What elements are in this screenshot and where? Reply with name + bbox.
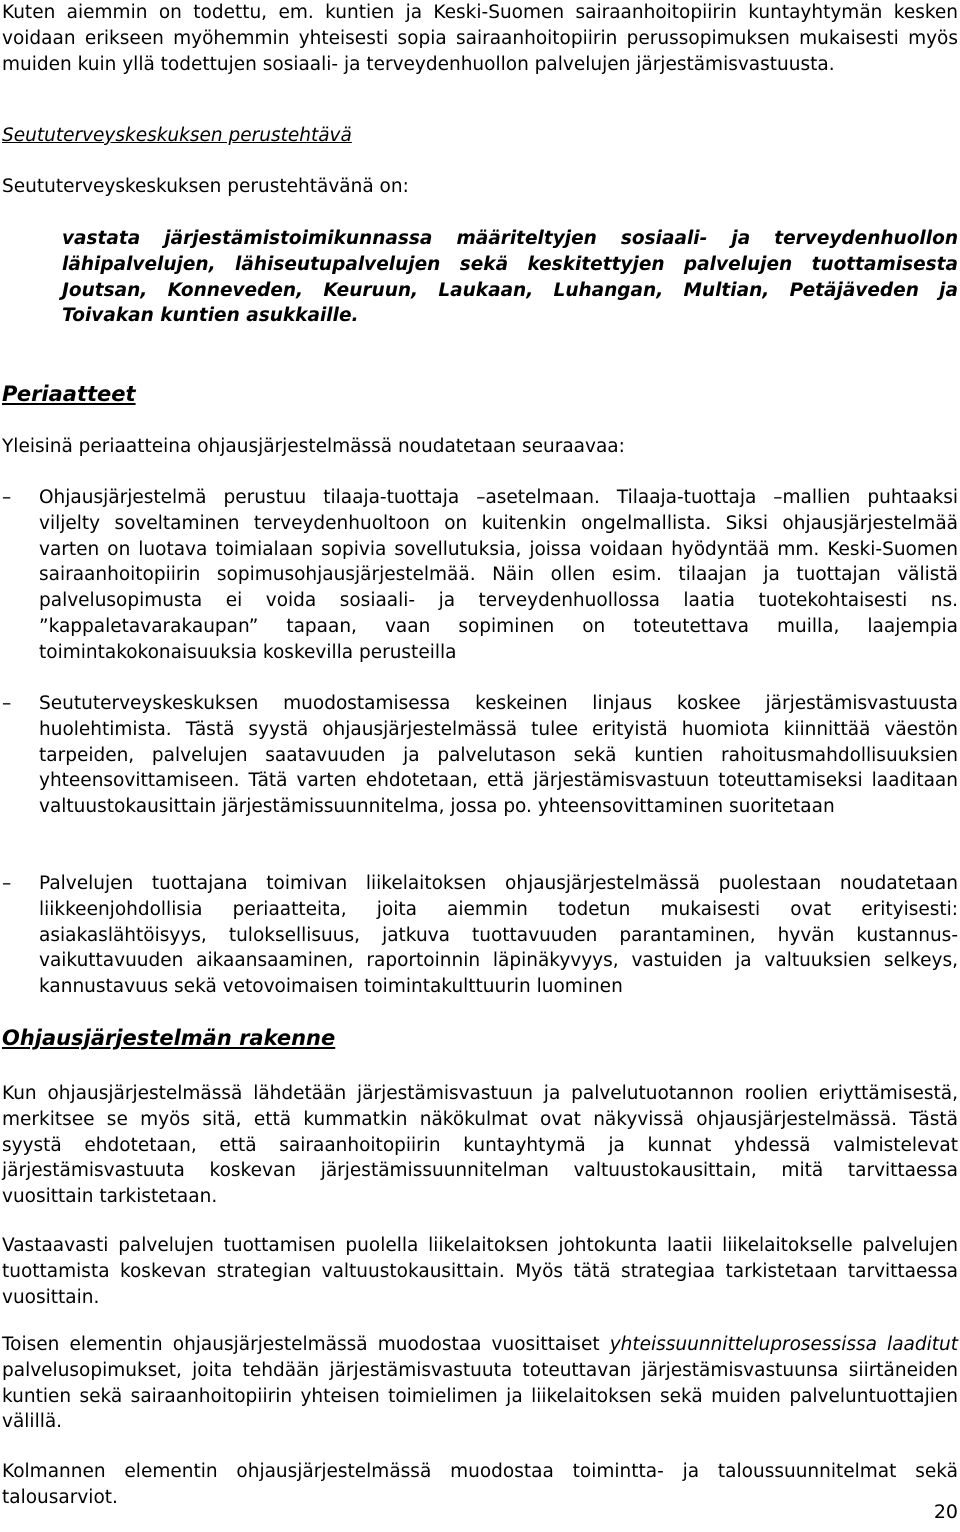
rakenne-paragraph-2: [2, 1233, 958, 1310]
paragraph: Vastaavasti palvelujen tuottamisen puolella liikelaitoksen johtokunta laatii liikelaitokselle palvelujen tuottamista koskevan strategian valtuustokausittain. Myös tätä strategiaa tarkistetaan tarvittaessa vuosittain.: [2, 1235, 958, 1308]
dash-bullet-icon: –: [2, 873, 12, 894]
mission-statement: [62, 226, 958, 329]
perustehtava-intro: [2, 174, 958, 200]
section-heading: Periaatteet: [2, 382, 136, 406]
paragraph: Seututerveyskeskuksen perustehtävänä on:: [2, 176, 409, 197]
periaatteet-intro: [2, 434, 958, 460]
paragraph: [2, 1332, 958, 1435]
bullet-item: [2, 871, 958, 1000]
intro-paragraph: [2, 0, 958, 77]
section-heading: Ohjausjärjestelmän rakenne: [2, 1026, 336, 1050]
paragraph: Kolmannen elementin ohjausjärjestelmässä muodostaa toimintta- ja taloussuunnitelmat sekä talousarviot.: [2, 1461, 958, 1508]
section-heading-perustehtava: [2, 123, 958, 149]
bullet-text: Seututerveyskeskuksen muodostamisessa keskeinen linjaus koskee järjestämisvastuusta huolehtimista. Tästä syystä ohjausjärjestelmässä tulee erityistä huomiota kiinnittää väestön tarpeiden, palvelujen saatavuuden ja palvelutason sekä kuntien rahoitusmahdollisuuksien yhteensovittamiseen. Tätä varten ehdotetaan, että järjestämisvastuun toteuttamiseksi laaditaan valtuustokausittain järjestämissuunnitelma, jossa po. yhteensovittaminen suoritetaan: [39, 693, 958, 818]
page-number: 20: [933, 1501, 958, 1523]
dash-bullet-icon: –: [2, 693, 12, 714]
dash-bullet-icon: –: [2, 487, 12, 508]
emphasis-text: yhteissuunnitteluprosessissa laaditut: [609, 1334, 958, 1355]
section-heading-rakenne: [2, 1026, 958, 1052]
section-heading-periaatteet: [2, 382, 958, 408]
bullet-item: [2, 485, 958, 666]
paragraph-text: Toisen elementin ohjausjärjestelmässä muodostaa vuosittaiset: [2, 1334, 610, 1355]
paragraph-text: palvelusopimukset, joita tehdään järjestämisvastuuta toteuttavan järjestämisvastuunsa siirtäneiden kuntien sekä sairaanhoitopiirin yhteisen toimielimen ja liikelaitoksen sekä muiden palveluntuottajien välillä.: [2, 1359, 958, 1433]
section-heading: Seututerveyskeskuksen perustehtävä: [2, 125, 352, 146]
rakenne-paragraph-1: [2, 1081, 958, 1210]
intro-text: Kuten aiemmin on todettu, em. kuntien ja Keski-Suomen sairaanhoitopiirin kuntayhtymän kesken voidaan erikseen myöhemmin yhteisesti sopia sairaanhoitopiirin perussopimuksen mukaisesti myös muiden kuin yllä todettujen sosiaali- ja terveydenhuollon palvelujen järjestämisvastuusta.: [2, 2, 958, 75]
rakenne-paragraph-4: [2, 1459, 958, 1511]
mission-text: vastata järjestämistoimikunnassa määriteltyjen sosiaali- ja terveydenhuollon lähipalvelujen, lähiseutupalvelujen sekä keskitettyjen palvelujen tuottamisesta Joutsan, Konneveden, Keuruun, Laukaan, Luhangan, Multian, Petäjäveden ja Toivakan kuntien asukkaille.: [62, 228, 958, 327]
paragraph: Kun ohjausjärjestelmässä lähdetään järjestämisvastuun ja palvelutuotannon roolien eriyttämisestä, merkitsee se myös sitä, että kummatkin näkökulmat ovat näkyvissä ohjausjärjestelmässä. Tästä syystä ehdotetaan, että sairaanhoitopiirin kuntayhtymä ja kunnat yhdessä valmistelevat järjestämisvastuuta koskevan järjestämissuunnitelman valtuustokausittain, mitä tarvittaessa vuosittain tarkistetaan.: [2, 1083, 958, 1208]
bullet-text: Ohjausjärjestelmä perustuu tilaaja-tuottaja –asetelmaan. Tilaaja-tuottaja –mallien puhtaaksi viljelty soveltaminen terveydenhuoltoon on kuitenkin ongelmallista. Siksi ohjausjärjestelmää varten on luotava toimialaan sopivia sovellutuksia, joissa voidaan hyödyntää mm. Keski-Suomen sairaanhoitopiirin sopimusohjausjärjestelmää. Näin ollen esim. tilaajan ja tuottajan välistä palvelusopimusta ei voida sosiaali- ja terveydenhuollossa laatia tuotekohtaisesti ns. ”kappaletavarakaupan” tapaan, vaan sopiminen on toteutettava muilla, laajempia toimintakokonaisuuksia koskevilla perusteilla: [39, 487, 958, 663]
bullet-item: [2, 691, 958, 820]
rakenne-paragraph-3: [2, 1332, 958, 1435]
bullet-text: Palvelujen tuottajana toimivan liikelaitoksen ohjausjärjestelmässä puolestaan noudatetaan liikkeenjohdollisia periaatteita, joita aiemmin todetun mukaisesti ovat erityisesti: asiakaslähtöisyys, tuloksellisuus, jatkuva tuottavuuden parantaminen, hyvän kustannus-vaikuttavuuden aikaansaaminen, raportoinnin läpinäkyvyys, vastuiden ja valtuuksien selkeys, kannustavuus sekä vetovoimaisen toimintakulttuurin luominen: [39, 873, 958, 998]
paragraph: Yleisinä periaatteina ohjausjärjestelmässä noudatetaan seuraavaa:: [2, 436, 625, 457]
